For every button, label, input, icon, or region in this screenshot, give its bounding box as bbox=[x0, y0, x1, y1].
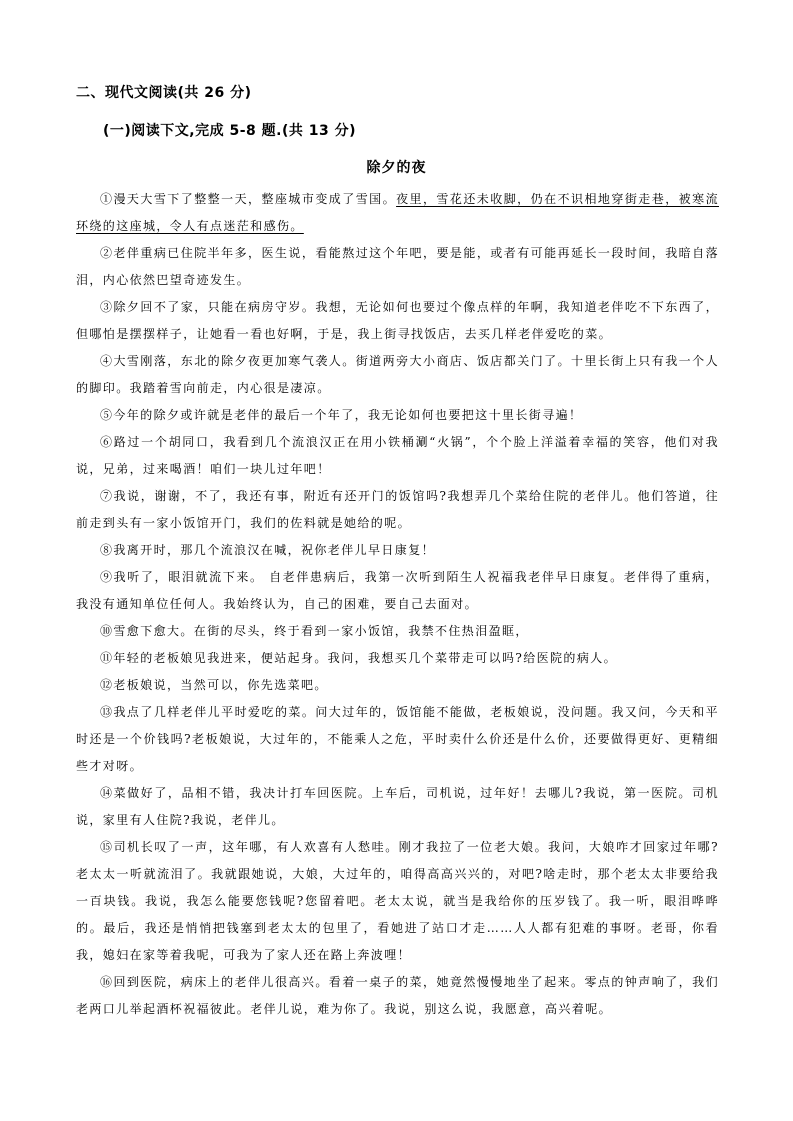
underlined-sentence: 夜里，雪花还未收脚，仍在不识相地穿街走巷，被寒流环绕的这座城，令人有点迷茫和感伤。 bbox=[76, 192, 719, 233]
question-instruction: (一)阅读下文,完成 5-8 题.(共 13 分) bbox=[103, 123, 357, 139]
paragraph-1 bbox=[76, 186, 719, 240]
paragraph-12: ⑫老板娘说，当然可以，你先选菜吧。 bbox=[100, 678, 328, 692]
paragraph-4: ④大雪刚落，东北的除夕夜更加寒气袭人。街道两旁大小商店、饭店都关门了。十里长街上只有我一个人的脚印。我踏着雪向前走，内心很是凄凉。 bbox=[76, 354, 719, 395]
paragraph-6: ⑥路过一个胡同口，我看到几个流浪汉正在用小铁桶涮“火锅”，个个脸上洋溢着幸福的笑容，他们对我说，兄弟，过来喝酒！咱们一块儿过年吧！ bbox=[76, 435, 719, 476]
section-title: 二、现代文阅读(共 26 分) bbox=[76, 85, 252, 101]
paragraph-11: ⑪年轻的老板娘见我进来，便站起身。我问，我想买几个菜带走可以吗?给医院的病人。 bbox=[100, 651, 618, 665]
article-title: 除夕的夜 bbox=[366, 160, 427, 176]
paragraph-7: ⑦我说，谢谢，不了，我还有事，附近有还开门的饭馆吗?我想弄几个菜给住院的老伴儿。他们答道，往前走到头有一家小饭馆开门，我们的佐料就是她给的呢。 bbox=[76, 489, 719, 530]
paragraph-5: ⑤今年的除夕或许就是老伴的最后一个年了，我无论如何也要把这十里长街寻遍！ bbox=[100, 408, 583, 422]
paragraph-15: ⑮司机长叹了一声，这年哪，有人欢喜有人愁哇。刚才我拉了一位老大娘。我问，大娘咋才回家过年哪?老太太一听就流泪了。我就跟她说，大娘，大过年的，咱得高高兴兴的，对吧?啥走时，那个老太太非要给我一百块钱。我说，我怎么能要您钱呢?您留着吧。老太太说，就当是我给你的压岁钱了。我一听，眼泪哗哗的。最后，我还是悄悄把钱塞到老太太的包里了，看她进了站口才走……人人都有犯难的事呀。老哥，你看我，媳妇在家等着我呢，可我为了家人还在路上奔波哩！ bbox=[76, 840, 719, 962]
paragraph-3: ③除夕回不了家，只能在病房守岁。我想，无论如何也要过个像点样的年啊，我知道老伴吃不下东西了，但哪怕是摆摆样子，让她看一看也好啊，于是，我上街寻找饭店，去买几样老伴爱吃的菜。 bbox=[76, 300, 719, 341]
paragraph-9: ⑨我听了，眼泪就流下来。 自老伴患病后，我第一次听到陌生人祝福我老伴早日康复。老伴得了重病，我没有通知单位任何人。我始终认为，自己的困难，要自己去面对。 bbox=[76, 570, 719, 611]
paragraph-10: ⑩雪愈下愈大。在街的尽头，终于看到一家小饭馆，我禁不住热泪盈眶， bbox=[100, 624, 529, 638]
paragraph-1-text: ①漫天大雪下了整整一天，整座城市变成了雪国。 bbox=[100, 192, 397, 206]
paragraph-16: ⑯回到医院，病床上的老伴儿很高兴。看着一桌子的菜，她竟然慢慢地坐了起来。零点的钟声响了，我们老两口儿举起酒杯祝福彼此。老伴儿说，难为你了。我说，别这么说，我愿意，高兴着呢。 bbox=[76, 975, 719, 1016]
paragraph-2: ②老伴重病已住院半年多，医生说，看能熬过这个年吧，要是能，或者有可能再延长一段时间，我暗自落泪，内心依然巴望奇迹发生。 bbox=[76, 246, 719, 287]
paragraph-13: ⑬我点了几样老伴儿平时爱吃的菜。问大过年的，饭馆能不能做，老板娘说，没问题。我又问，今天和平时还是一个价钱吗?老板娘说，大过年的，不能乘人之危，平时卖什么价还是什么价，还要做得更好、更精细些才对呀。 bbox=[76, 705, 719, 773]
paragraph-14: ⑭菜做好了，品相不错，我决计打车回医院。上车后，司机说，过年好！去哪儿?我说，第一医院。司机说，家里有人住院?我说，老伴儿。 bbox=[76, 786, 719, 827]
paragraph-8: ⑧我离开时，那几个流浪汉在喊，祝你老伴儿早日康复！ bbox=[100, 543, 436, 557]
article-body bbox=[76, 186, 719, 1023]
